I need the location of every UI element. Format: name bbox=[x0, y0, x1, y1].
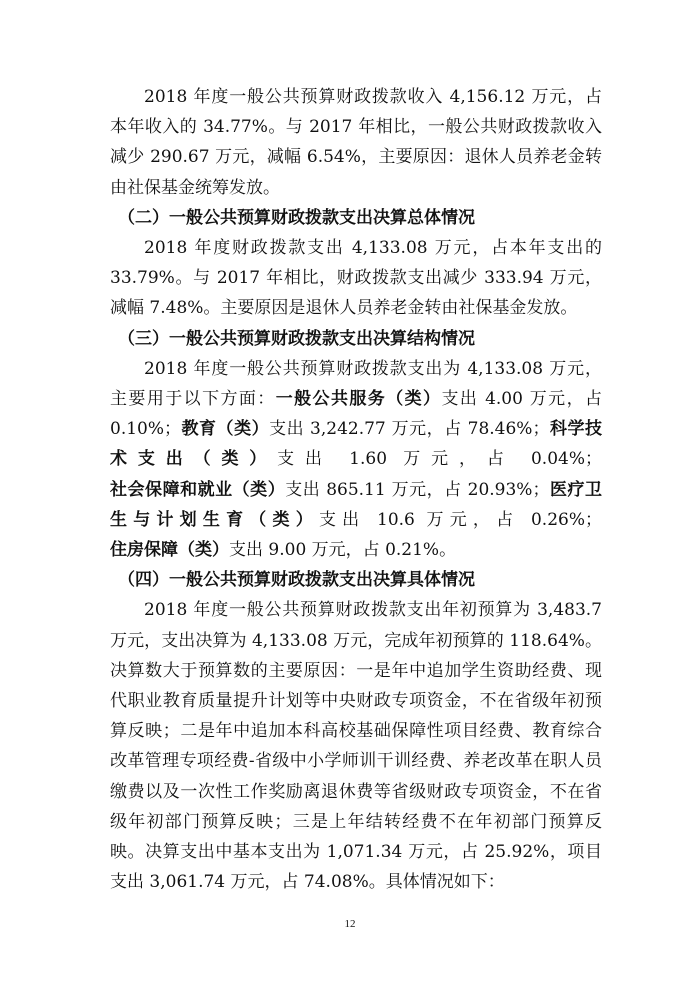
category-education: 教育（类） bbox=[181, 419, 270, 440]
category-health: 医疗卫生与计划生育（类） bbox=[110, 479, 603, 530]
category-science-technology: 科学技术支出（类） bbox=[110, 419, 602, 470]
structure-intro: 2018 年度一般公共预算财政拨款支出为 4,133.08 万元，主要用于以下方面： bbox=[110, 358, 602, 410]
heading-expenditure-details: （四）一般公共预算财政拨款支出决算具体情况 bbox=[118, 570, 475, 591]
page-number: 12 bbox=[344, 918, 356, 930]
amount-science-technology: 支出 1.60 万元，占 0.04%； bbox=[277, 449, 602, 470]
amount-education: 支出 3,242.77 万元，占 78.46%； bbox=[269, 419, 550, 440]
paragraph-revenue: 2018 年度一般公共预算财政拨款收入 4,156.12 万元，占本年收入的 34.77%。与 2017 年相比，一般公共财政拨款收入减少 290.67 万元，减幅 6.54%，主要原因：退休人员养老金转由社保基金统筹发放。 bbox=[110, 87, 602, 198]
amount-general-public-services: 支出 4.00 万元，占 0.10%； bbox=[110, 389, 602, 440]
document-body bbox=[110, 82, 602, 897]
paragraph-expenditure-details: 2018 年度一般公共预算财政拨款支出年初预算为 3,483.7 万元，支出决算为 4,133.08 万元，完成年初预算的 118.64%。决算数大于预算数的主要原因：一是年中追加学生资助经费、现代职业教育质量提升计划等中央财政专项资金，不在省级年初预算反映；二是年中追加本科高校基础保障性项目经费、教育综合改革管理专项经费-省级中小学师训干训经费、养老改革在职人员缴费以及一次性工作奖励离退休费等省级财政专项资金，不在省级年初部门预算反映；三是上年结转经费不在年初部门预算反映。决算支出中基本支出为 1,071.34 万元，占 25.92%，项目支出 3,061.74 万元，占 74.08%。具体情况如下： bbox=[110, 600, 602, 893]
heading-expenditure-structure: （三）一般公共预算财政拨款支出决算结构情况 bbox=[118, 328, 475, 349]
category-social-security: 社会保障和就业（类） bbox=[110, 479, 286, 500]
amount-health: 支出 10.6 万元，占 0.26%； bbox=[318, 509, 602, 530]
paragraph-expenditure-structure bbox=[110, 354, 602, 565]
paragraph-expenditure-overview: 2018 年度财政拨款支出 4,133.08 万元，占本年支出的 33.79%。与 2017 年相比，财政拨款支出减少 333.94 万元，减幅 7.48%。主要原因是退休人员养老金转由社保基金发放。 bbox=[110, 238, 602, 319]
category-general-public-services: 一般公共服务（类） bbox=[275, 389, 442, 410]
heading-expenditure-overview: （二）一般公共预算财政拨款支出决算总体情况 bbox=[118, 207, 475, 228]
category-housing: 住房保障（类） bbox=[110, 540, 229, 561]
amount-housing: 支出 9.00 万元，占 0.21%。 bbox=[229, 540, 457, 561]
amount-social-security: 支出 865.11 万元，占 20.93%； bbox=[285, 479, 550, 500]
